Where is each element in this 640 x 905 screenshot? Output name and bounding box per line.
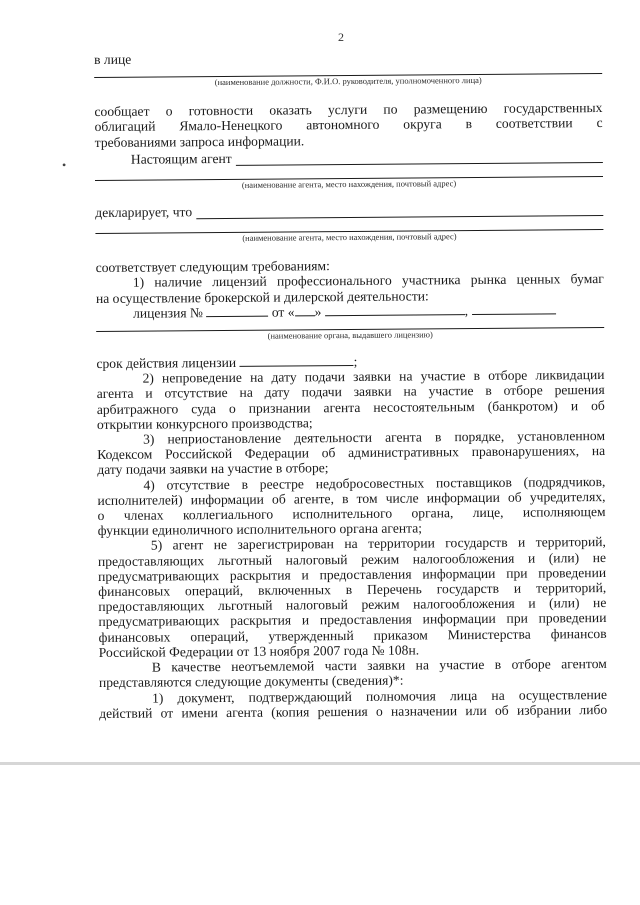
- req3-line-3: дату подачи заявки на участие в отборе;: [97, 460, 329, 478]
- intro-line-3: требованиями запроса информации.: [94, 132, 305, 150]
- req4-line-3: о членах коллегиального исполнительного органа, лице, исполняющем: [97, 504, 606, 524]
- requirements-intro: соответствует следующим требованиям:: [95, 258, 330, 276]
- term-row: срок действия лицензии ;: [96, 353, 358, 372]
- document-body: [94, 48, 607, 721]
- req4-line-4: функции единоличного исполнительного органа агента;: [97, 520, 423, 539]
- req5-line-3: предусматривающих раскрытия и предоставления информации при проведении: [98, 564, 607, 584]
- req5-line-8: Российской Федерации от 13 ноября 2007 года № 108н.: [98, 642, 420, 660]
- req3-line-2: Кодексом Российской Федерации об административных правонарушениях, на: [97, 443, 606, 463]
- docs-item1-line-1: 1) документ, подтверждающий полномочия лица на осуществление: [152, 686, 608, 706]
- license-day-field[interactable]: [294, 304, 314, 316]
- req5-line-5: предоставляющих льготный налоговый режим налогообложения и (или) не: [98, 595, 607, 615]
- term-field[interactable]: [240, 354, 354, 367]
- req2-line-1: 2) непроведение на дату подачи заявки на участие в отборе ликвидации: [142, 367, 605, 386]
- from-label: от «: [271, 304, 295, 320]
- req2-line-4: открытии конкурсного производства;: [96, 415, 313, 432]
- agent-label: Настоящим агент: [130, 150, 232, 167]
- license-label: лицензия №: [132, 304, 204, 321]
- req5-line-4: финансовых операций, включенных в Перечень государств и территорий,: [98, 580, 607, 600]
- docs-item1-line-2: действий от имени агента (копия решения о назначении или об избрании либо: [99, 701, 608, 721]
- agent-hint-2: (наименование агента, место нахождения, почтовый адрес): [242, 231, 457, 244]
- req5-line-2: предоставляющих льготный налоговый режим налогообложения и (или) не: [97, 549, 607, 569]
- req4-line-1: 4) отсутствие в реестре недобросовестных поставщиков (подрядчиков,: [143, 473, 606, 493]
- page-number: 2: [338, 30, 344, 44]
- req3-line-1: 3) неприостановление деятельности агента в порядке, установленном: [142, 428, 606, 447]
- scan-edge: [0, 762, 640, 765]
- intro-line-1: сообщает о готовности оказать услуги по размещению государственных: [94, 100, 603, 120]
- req4-line-2: исполнителей) информации об агенте, в том числе информации об учредителях,: [97, 488, 606, 508]
- docs-line-2: представляются следующие документы (сведения)*:: [98, 672, 404, 691]
- signatory-hint: (наименование должности, Ф.И.О. руководителя, уполномоченного лица): [214, 75, 482, 88]
- req2-line-3: арбитражного суда о признании агента несостоятельным (банкротом) и об: [96, 397, 605, 417]
- issuer-hint: (наименование органа, выдавшего лицензию): [267, 329, 433, 341]
- term-label: срок действия лицензии: [96, 354, 237, 372]
- scan-speck: •: [62, 158, 67, 172]
- req1-line-1: 1) наличие лицензий профессионального участника рынка ценных бумаг: [132, 271, 604, 291]
- intro-line-2: облигаций Ямало-Ненецкого автономного округа в соответствии с: [94, 115, 603, 135]
- quote-close: »: [314, 304, 322, 320]
- in-person-label: в лице: [94, 51, 132, 67]
- req1-line-2: на осуществление брокерской и дилерской деятельности:: [95, 288, 429, 306]
- docs-line-1: В качестве неотъемлемой части заявки на участие в отборе агентом: [151, 656, 607, 675]
- agent-hint: (наименование агента, место нахождения, почтовый адрес): [241, 178, 457, 190]
- license-number-field[interactable]: [206, 304, 268, 316]
- req5-line-6: предусматривающих раскрытия и предоставления информации при проведении: [98, 610, 607, 630]
- license-row: лицензия № от « » ,: [96, 302, 604, 321]
- license-month-field[interactable]: [325, 303, 465, 316]
- license-year-field[interactable]: [471, 302, 555, 315]
- req2-line-2: агента и отсутствие на дату подачи заявки на участие в отборе решения: [96, 382, 605, 402]
- declares-label: декларирует, что: [95, 204, 193, 221]
- req5-line-1: 5) агент не зарегистрирован на территории государств и территорий,: [150, 534, 606, 554]
- req5-line-7: финансовых операций, утвержденный приказом Министерства финансов: [98, 625, 607, 645]
